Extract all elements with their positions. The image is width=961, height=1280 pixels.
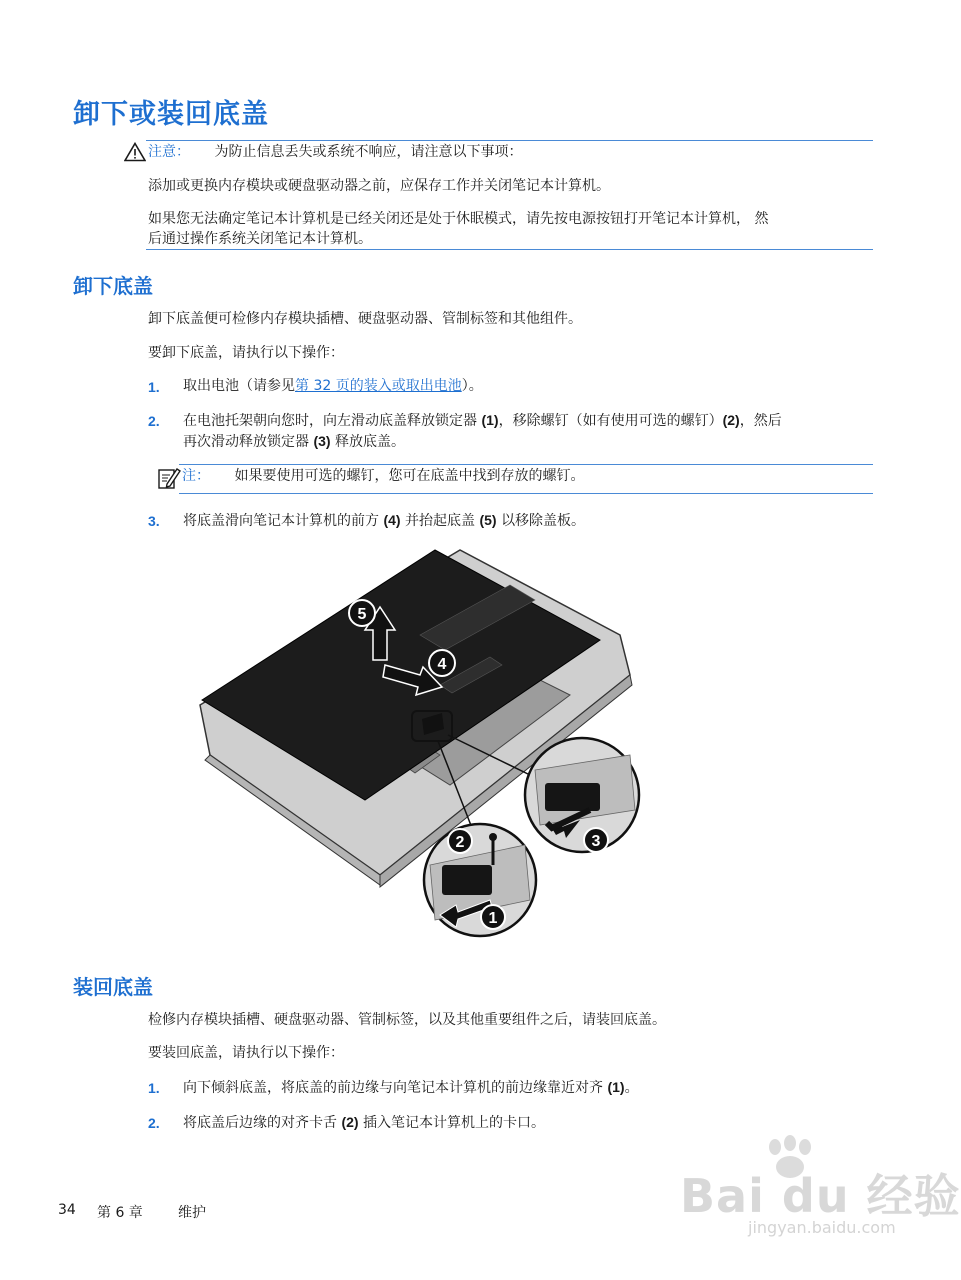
- callout-5-label: 5: [357, 606, 367, 623]
- remove-step-2-line2: [183, 431, 405, 453]
- battery-page-link[interactable]: 第 32 页的装入或取出电池: [295, 378, 462, 394]
- step-text: 将底盖后边缘的对齐卡舌: [183, 1115, 337, 1131]
- warning-icon: [124, 142, 146, 166]
- remove-intro: 卸下底盖便可检修内存模块插槽、硬盘驱动器、管制标签和其他组件。: [148, 311, 582, 327]
- caution-body-2b: 后通过操作系统关闭笔记本计算机。: [148, 231, 372, 247]
- callout-3-label: 3: [591, 833, 601, 850]
- step-text: 在电池托架朝向您时，向左滑动底盖释放锁定器: [183, 413, 477, 429]
- note-top-rule: [179, 464, 873, 465]
- replace-lead: 要装回底盖，请执行以下操作：: [148, 1045, 344, 1061]
- step-text: ）。: [461, 378, 483, 394]
- step-text: 。: [624, 1080, 639, 1096]
- section-heading-replace: 装回底盖: [73, 975, 153, 999]
- step-text: 将底盖滑向笔记本计算机的前方: [183, 513, 379, 529]
- caution-text: 为防止信息丢失或系统不响应，请注意以下事项：: [214, 144, 523, 160]
- caution-body-1: 添加或更换内存模块或硬盘驱动器之前，应保存工作并关闭笔记本计算机。: [148, 178, 610, 194]
- remove-step-2-line1: [183, 410, 782, 432]
- note-line: [182, 466, 584, 487]
- bottom-cover-illustration: [190, 545, 650, 945]
- step-text: 取出电池（请参见: [183, 378, 295, 394]
- chapter-label: 第 6 章: [97, 1205, 143, 1221]
- step-text: 插入笔记本计算机上的卡口。: [363, 1115, 546, 1131]
- replace-step-2: [183, 1112, 545, 1134]
- callout-ref: (2): [722, 412, 740, 428]
- note-text: 如果要使用可选的螺钉，您可在底盖中找到存放的螺钉。: [234, 468, 585, 484]
- remove-lead: 要卸下底盖，请执行以下操作：: [148, 345, 344, 361]
- remove-step-1: [183, 376, 483, 397]
- callout-ref: (1): [481, 412, 499, 428]
- page-title: 卸下或装回底盖: [73, 99, 269, 130]
- step-number: 1.: [148, 379, 160, 395]
- caution-line: [148, 142, 522, 163]
- step-number: 2.: [148, 1115, 160, 1131]
- callout-ref: (2): [341, 1114, 359, 1130]
- watermark-url: jingyan.baidu.com: [748, 1218, 896, 1237]
- callout-ref: (5): [479, 512, 497, 528]
- callout-ref: (1): [607, 1079, 625, 1095]
- step-text: 并抬起底盖: [405, 513, 476, 529]
- page-number: 34: [58, 1202, 76, 1218]
- step-text: 向下倾斜底盖，将底盖的前边缘与向笔记本计算机的前边缘靠近对齐: [183, 1080, 603, 1096]
- step-text: ，移除螺钉（如有使用可选的螺钉）: [498, 413, 723, 429]
- section-label: 维护: [178, 1205, 206, 1221]
- caution-bottom-rule: [146, 249, 873, 250]
- callout-2-label: 2: [455, 834, 465, 851]
- watermark-brand: Bai du 经验: [680, 1169, 961, 1223]
- step-text: 再次滑动释放锁定器: [183, 434, 309, 450]
- replace-intro: 检修内存模块插槽、硬盘驱动器、管制标签，以及其他重要组件之后，请装回底盖。: [148, 1012, 666, 1028]
- step-number: 1.: [148, 1080, 160, 1096]
- note-pencil-icon: [157, 466, 181, 494]
- caution-body-2a: 如果您无法确定笔记本计算机是已经关闭还是处于休眠模式，请先按电源按钮打开笔记本计算机， 然: [148, 211, 769, 227]
- callout-4-label: 4: [437, 656, 447, 673]
- section-heading-remove: 卸下底盖: [73, 274, 153, 298]
- remove-step-3: [183, 510, 585, 532]
- caution-label: 注意：: [148, 144, 190, 160]
- callout-1-label: 1: [488, 910, 498, 927]
- step-text: 以移除盖板。: [501, 513, 586, 529]
- step-text: 释放底盖。: [335, 434, 406, 450]
- replace-step-1: [183, 1077, 639, 1099]
- step-text: ，然后: [739, 413, 782, 429]
- note-label: 注：: [182, 468, 210, 484]
- note-bottom-rule: [179, 493, 873, 494]
- step-number: 2.: [148, 413, 160, 429]
- caution-top-rule: [146, 140, 873, 141]
- callout-ref: (4): [383, 512, 401, 528]
- step-number: 3.: [148, 513, 160, 529]
- callout-ref: (3): [313, 433, 331, 449]
